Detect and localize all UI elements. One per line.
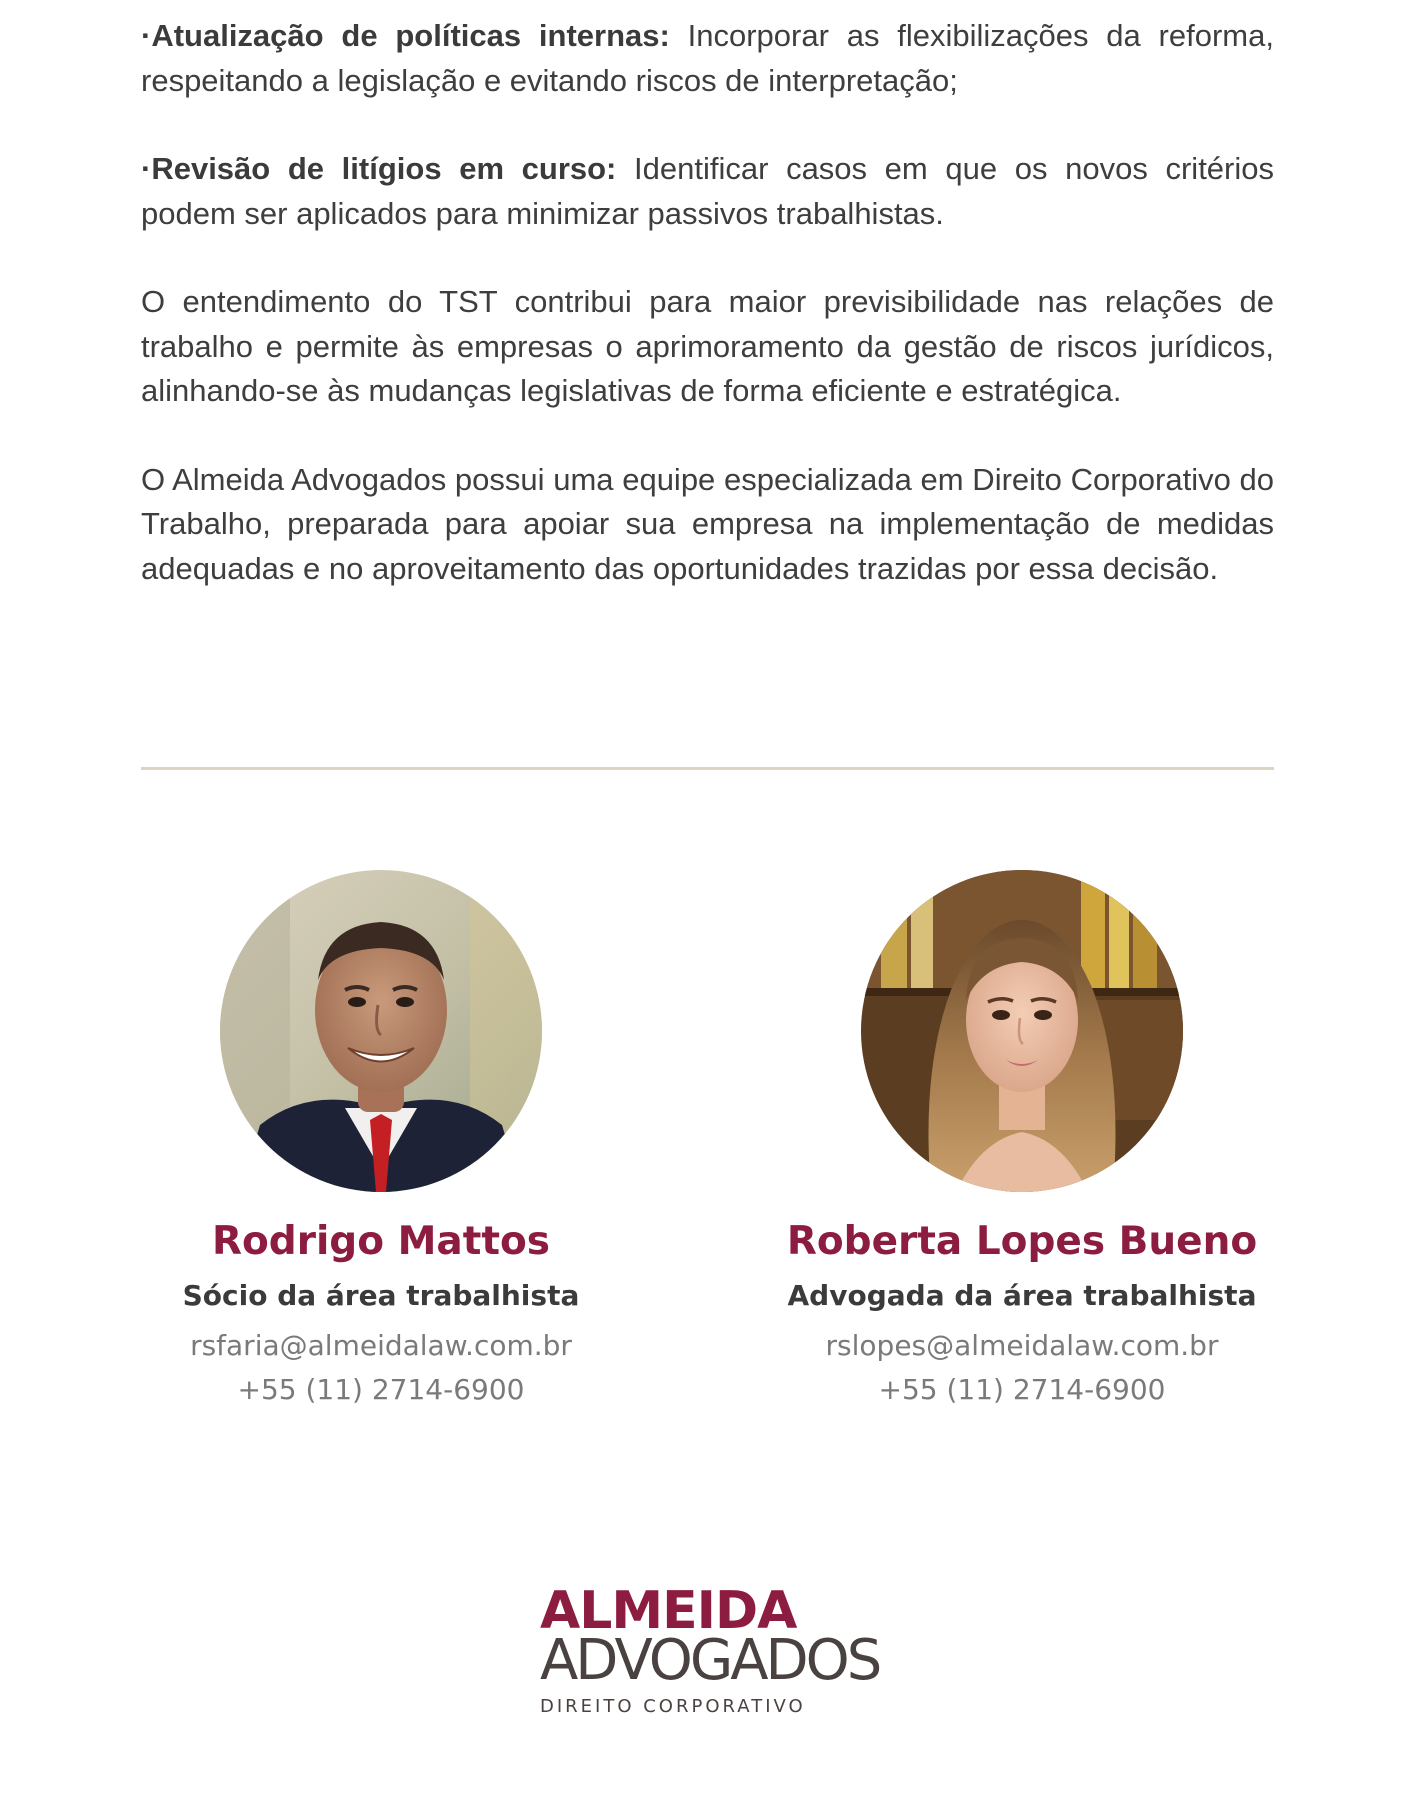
- paragraph-text: Incorporar as flexibilizações da reforma, respeitando a legislação e evitando riscos de interpretação;: [141, 18, 1274, 98]
- photo-roberta-lopes-bueno: [861, 870, 1183, 1192]
- contact-card-rodrigo: [61, 870, 701, 1412]
- paragraph-policies: [141, 14, 1274, 103]
- contact-email[interactable]: rslopes@almeidalaw.com.br: [825, 1329, 1219, 1362]
- logo-line-1: ALMEIDA: [540, 1581, 797, 1641]
- paragraph-lead: ·Revisão de litígios em curso:: [141, 151, 617, 186]
- logo-line-2: ADVOGADOS: [540, 1628, 880, 1693]
- contact-phone[interactable]: +55 (11) 2714-6900: [237, 1373, 525, 1406]
- contact-name: Roberta Lopes Bueno: [786, 1219, 1258, 1264]
- paragraph-litigation: [141, 147, 1274, 236]
- paragraph-tst: [141, 280, 1274, 414]
- logo-tagline: DIREITO CORPORATIVO: [540, 1696, 806, 1717]
- paragraph-text: O Almeida Advogados possui uma equipe especializada em Direito Corporativo do Trabalho, preparada para apoiar sua empresa na implementação de medidas adequadas e no aproveitamento das oportunidades trazidas por essa decisão.: [141, 461, 1274, 586]
- contact-email[interactable]: rsfaria@almeidalaw.com.br: [190, 1329, 572, 1362]
- firm-logo: [540, 1581, 900, 1719]
- contact-role: Sócio da área trabalhista: [182, 1279, 580, 1312]
- avatar: [220, 870, 542, 1192]
- contact-role: Advogada da área trabalhista: [787, 1279, 1257, 1312]
- contact-name: Rodrigo Mattos: [211, 1219, 551, 1264]
- avatar: [861, 870, 1183, 1192]
- paragraph-firm: [141, 458, 1274, 592]
- paragraph-text: O entendimento do TST contribui para maior previsibilidade nas relações de trabalho e permite às empresas o aprimoramento da gestão de riscos jurídicos, alinhando-se às mudanças legislativas de forma eficiente e estratégica.: [141, 284, 1274, 408]
- paragraph-lead: ·Atualização de políticas internas:: [141, 18, 670, 53]
- photo-rodrigo-mattos: [220, 870, 542, 1192]
- section-divider: [141, 767, 1274, 770]
- contact-card-roberta: [702, 870, 1342, 1412]
- contact-phone[interactable]: +55 (11) 2714-6900: [878, 1373, 1166, 1406]
- paragraph-text: Identificar casos em que os novos critérios podem ser aplicados para minimizar passivos trabalhistas.: [141, 151, 1274, 231]
- article-body: [141, 14, 1274, 635]
